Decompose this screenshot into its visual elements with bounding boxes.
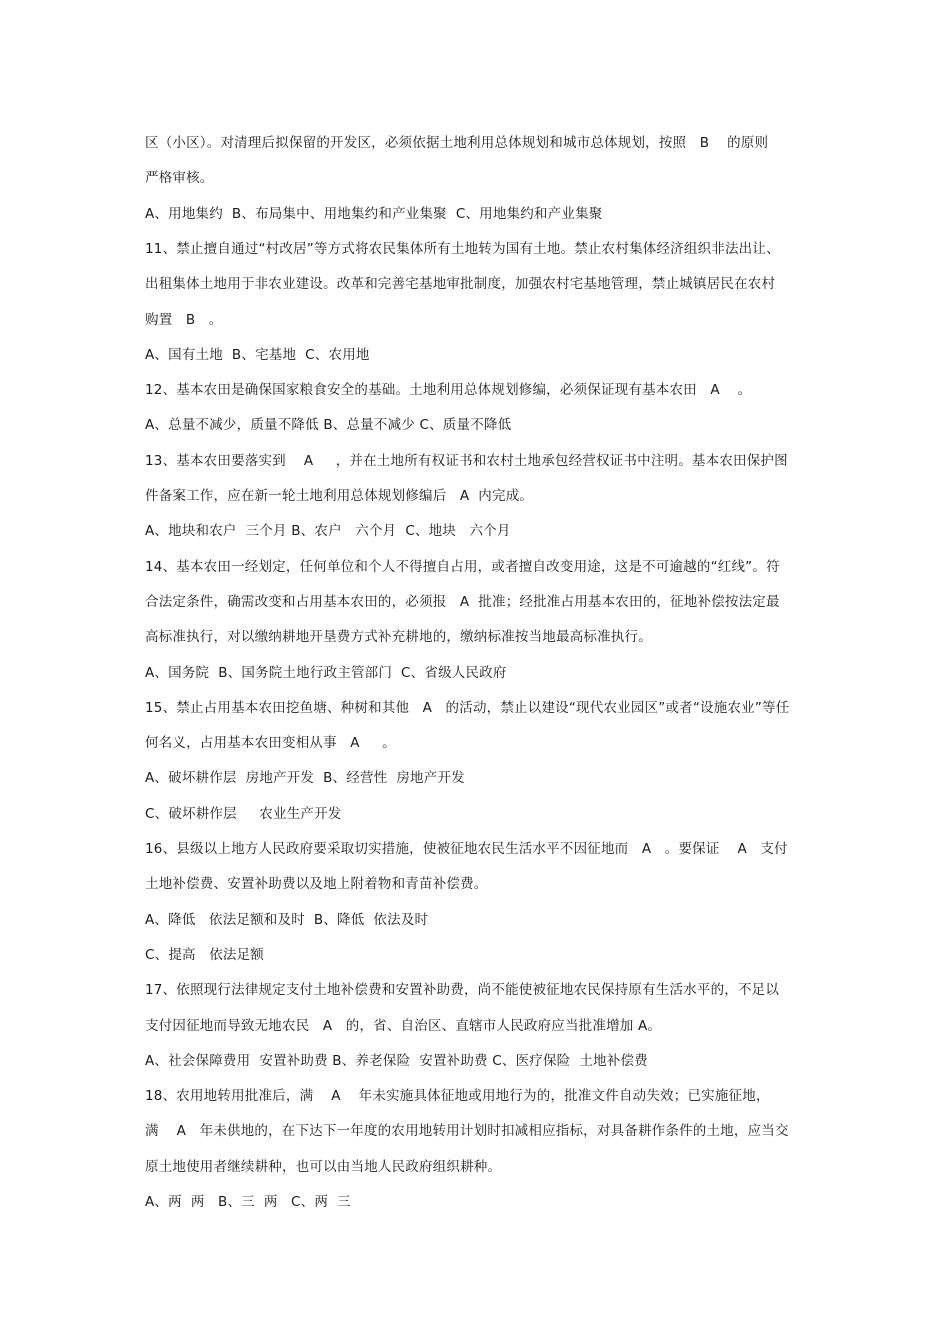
text-line: A、社会保障费用 安置补助费 B、养老保险 安置补助费 C、医疗保险 土地补偿费 [145,1052,648,1069]
text-line: 14、基本农田一经划定，任何单位和个人不得擅自占用，或者擅自改变用途，这是不可逾越的“红线”。符 [145,558,780,575]
text-line: C、提高 依法足额 [145,946,264,963]
text-line: 16、县级以上地方人民政府要采取切实措施，使被征地农民生活水平不因征地而 A 。要保证 A 支付 [145,841,788,857]
text-line: A、地块和农户 三个月 B、农户 六个月 C、地块 六个月 [145,523,511,540]
text-line: 原土地使用者继续耕种，也可以由当地人民政府组织耕种。 [145,1158,502,1175]
text-line: 件备案工作，应在新一轮土地利用总体规划修编后 A 内完成。 [145,488,534,504]
text-line: A、用地集约 B、布局集中、用地集约和产业集聚 C、用地集约和产业集聚 [145,205,603,222]
text-line: A、国务院 B、国务院土地行政主管部门 C、省级人民政府 [145,664,507,681]
text-line: A、总量不减少，质量不降低 B、总量不减少 C、质量不降低 [145,417,512,434]
text-line: 出租集体土地用于非农业建设。改革和完善宅基地审批制度，加强农村宅基地管理，禁止城镇居民在农村 [145,276,776,293]
text-line: A、两 两 B、三 两 C、两 三 [145,1194,351,1210]
text-line: 15、禁止占用基本农田挖鱼塘、种树和其他 A 的活动，禁止以建设“现代农业园区”或者“设施农业”等任 [145,699,790,716]
text-line: 满 A 年未供地的，在下达下一年度的农用地转用计划时扣减相应指标，对具备耕作条件的土地，应当交 [145,1123,789,1140]
text-line: C、破坏耕作层 农业生产开发 [145,805,342,822]
text-line: 12、基本农田是确保国家粮食安全的基础。土地利用总体规划修编，必须保证现有基本农田 A 。 [145,382,752,399]
text-line: 严格审核。 [145,170,214,187]
text-line: 17、依照现行法律规定支付土地补偿费和安置补助费，尚不能使被征地农民保持原有生活水平的，不足以 [145,982,780,999]
text-line: A、国有土地 B、宅基地 C、农用地 [145,346,370,363]
text-line: 何名义，占用基本农田变相从事 A 。 [145,735,396,752]
text-line: 支付因征地而导致无地农民 A 的，省、自治区、直辖市人民政府应当批准增加 A。 [145,1017,662,1034]
text-line: 购置 B 。 [145,311,223,328]
text-line: 13、基本农田要落实到 A ，并在土地所有权证书和农村土地承包经营权证书中注明。基本农田保护图 [145,452,788,469]
text-line: 11、禁止擅自通过“村改居”等方式将农民集体所有土地转为国有土地。禁止农村集体经济组织非法出让、 [145,240,780,257]
text-line: A、降低 依法足额和及时 B、降低 依法及时 [145,911,429,928]
text-line: 18、农用地转用批准后，满 A 年未实施具体征地或用地行为的，批准文件自动失效；已实施征地， [145,1088,770,1105]
text-line: 高标准执行，对以缴纳耕地开垦费方式补充耕地的，缴纳标准按当地最高标准执行。 [145,629,652,646]
text-line: A、破坏耕作层 房地产开发 B、经营性 房地产开发 [145,770,465,787]
text-line: 合法定条件，确需改变和占用基本农田的，必须报 A 批准；经批准占用基本农田的，征地补偿按法定最 [145,593,780,610]
text-line: 区（小区）。对清理后拟保留的开发区，必须依据土地利用总体规划和城市总体规划，按照 B 的原则 [145,135,769,151]
text-line: 土地补偿费、安置补助费以及地上附着物和青苗补偿费。 [145,876,488,893]
